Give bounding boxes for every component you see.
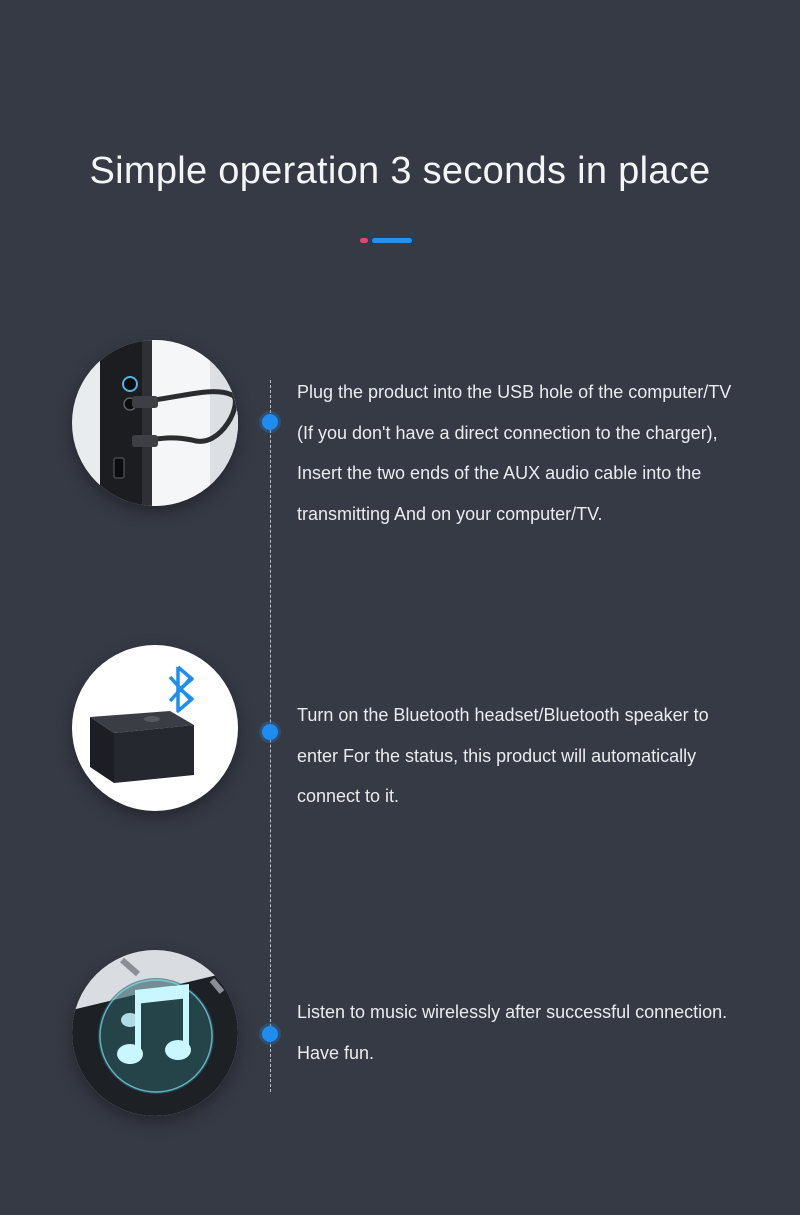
step-1-line-3: Insert the two ends of the AUX audio cable into the — [297, 463, 702, 483]
step-3-text — [297, 992, 767, 1073]
timeline-dot-3 — [262, 1026, 278, 1042]
step-2-line-2: enter For the status, this product will automatically — [297, 745, 697, 766]
bluetooth-speaker-image — [72, 645, 238, 811]
usb-aux-connection-image — [72, 340, 238, 506]
music-note-image — [72, 950, 238, 1116]
step-1-line-1: Plug the product into the USB hole of the computer/TV — [297, 382, 732, 402]
step-3-line-2: Have fun. — [297, 1042, 375, 1063]
timeline-dot-2 — [262, 724, 278, 740]
accent-bar-pink — [360, 238, 368, 243]
accent-bar-blue — [372, 238, 412, 243]
step-2-text — [297, 695, 767, 817]
step-1-line-4: transmitting And on your computer/TV. — [297, 503, 603, 524]
timeline-dot-1 — [262, 414, 278, 430]
page-title: Simple operation 3 seconds in place — [89, 150, 711, 192]
step-1-text — [297, 372, 767, 534]
step-2-line-1: Turn on the Bluetooth headset/Bluetooth speaker to — [297, 705, 709, 725]
step-3-line-1: Listen to music wirelessly after successful connection. — [297, 1002, 728, 1022]
step-1-line-2: (If you don't have a direct connection to the charger), — [297, 422, 718, 443]
step-2-line-3: connect to it. — [297, 786, 400, 806]
